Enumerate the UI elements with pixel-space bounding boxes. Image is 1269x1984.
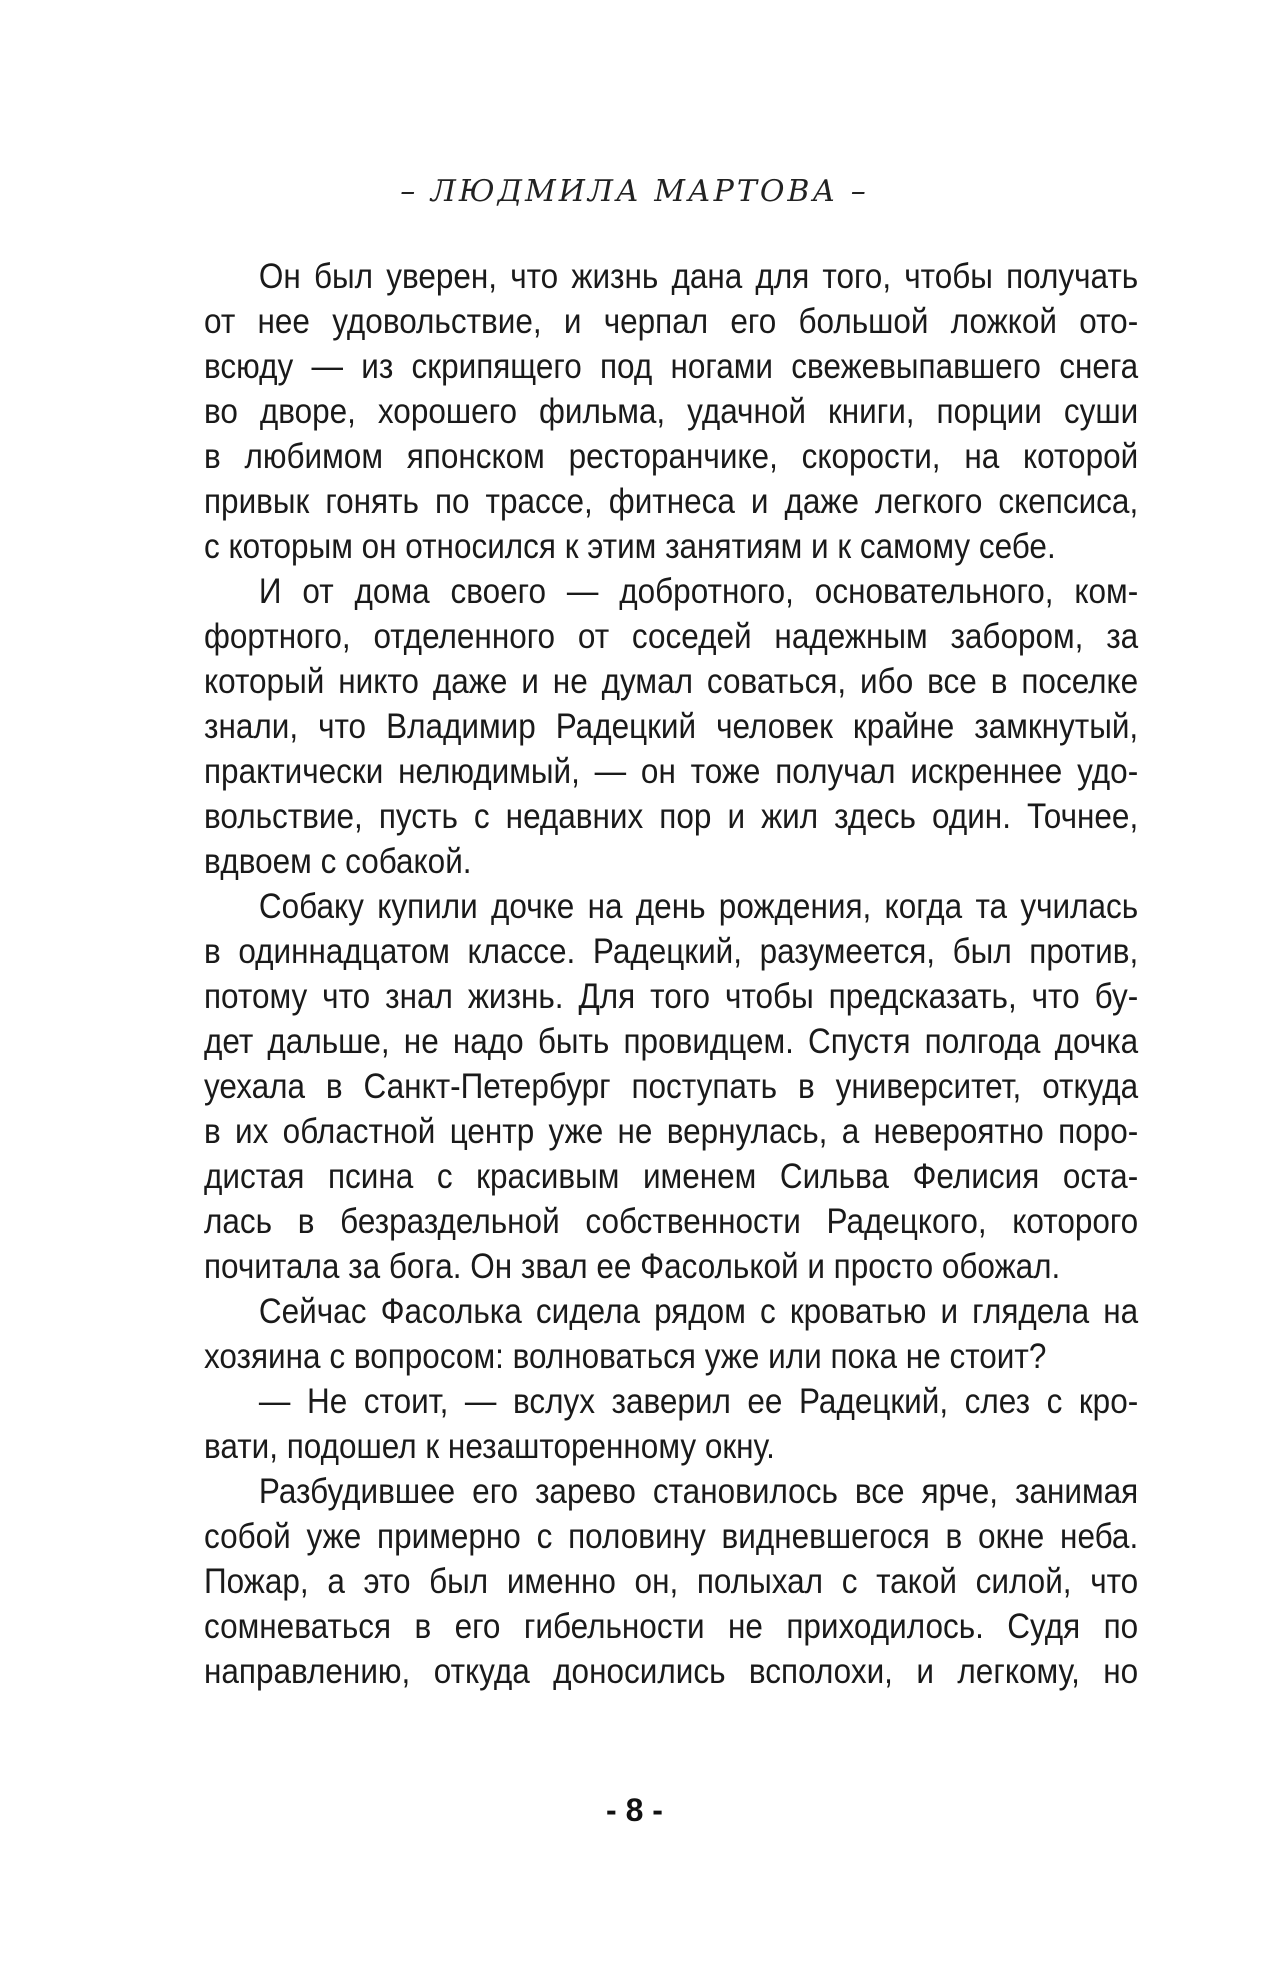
text-line: потому что знал жизнь. Для того чтобы предсказать, что бу-	[204, 977, 1139, 1016]
paragraph-4	[204, 1289, 1139, 1379]
running-head: – ЛЮДМИЛА МАРТОВА –	[400, 174, 869, 209]
paragraph-1	[204, 254, 1139, 569]
text-line: который никто даже и не думал соваться, ибо все в поселке	[204, 662, 1139, 701]
text-line: вольствие, пусть с недавних пор и жил здесь один. Точнее,	[204, 797, 1139, 836]
text-line: уехала в Санкт-Петербург поступать в университет, откуда	[204, 1067, 1139, 1106]
text-line: знали, что Владимир Радецкий человек крайне замкнутый,	[204, 707, 1139, 746]
text-line: собой уже примерно с половину видневшегося в окне неба.	[204, 1517, 1139, 1556]
text-line: сомневаться в его гибельности не приходилось. Судя по	[204, 1607, 1139, 1646]
text-line: Сейчас Фасолька сидела рядом с кроватью и глядела на	[258, 1292, 1139, 1331]
text-line: почитала за бога. Он звал ее Фасолькой и просто обожал.	[204, 1247, 1061, 1286]
text-line: в любимом японском ресторанчике, скорости, на которой	[204, 437, 1139, 476]
text-line: Он был уверен, что жизнь дана для того, чтобы получать	[258, 257, 1139, 296]
paragraph-6	[204, 1469, 1139, 1694]
text-line: фортного, отделенного от соседей надежным забором, за	[204, 617, 1139, 656]
text-line: во дворе, хорошего фильма, удачной книги, порции суши	[204, 392, 1139, 431]
page-number: - 8 -	[606, 1792, 663, 1828]
text-line: направлению, откуда доносились всполохи, и легкому, но	[204, 1652, 1139, 1691]
text-line: привык гонять по трассе, фитнеса и даже легкого скепсиса,	[204, 482, 1139, 521]
text-line: вати, подошел к незашторенному окну.	[204, 1427, 775, 1466]
text-line: от нее удовольствие, и черпал его большой ложкой ото-	[204, 302, 1139, 341]
text-line: в одиннадцатом классе. Радецкий, разумеется, был против,	[204, 932, 1139, 971]
text-line: дистая псина с красивым именем Сильва Фелисия оста-	[204, 1157, 1139, 1196]
text-line: Собаку купили дочке на день рождения, когда та училась	[258, 887, 1139, 926]
text-line: лась в безраздельной собственности Радецкого, которого	[204, 1202, 1139, 1241]
text-line: практически нелюдимый, — он тоже получал искреннее удо-	[204, 752, 1139, 791]
text-line: дет дальше, не надо быть провидцем. Спустя полгода дочка	[204, 1022, 1139, 1061]
text-line: в их областной центр уже не вернулась, а невероятно поро-	[204, 1112, 1139, 1151]
text-line: Пожар, а это был именно он, полыхал с такой силой, что	[204, 1562, 1139, 1601]
paragraph-3	[204, 884, 1139, 1289]
paragraph-5	[204, 1379, 1139, 1469]
text-line: хозяина с вопросом: волноваться уже или пока не стоит?	[204, 1337, 1047, 1376]
text-line: Разбудившее его зарево становилось все ярче, занимая	[258, 1472, 1139, 1511]
text-line: вдвоем с собакой.	[204, 842, 472, 881]
body-text	[204, 254, 1139, 1694]
text-line: с которым он относился к этим занятиям и к самому себе.	[204, 527, 1056, 566]
text-line: — Не стоит, — вслух заверил ее Радецкий, слез с кро-	[258, 1382, 1139, 1421]
text-line: всюду — из скрипящего под ногами свежевыпавшего снега	[204, 347, 1139, 386]
text-line: И от дома своего — добротного, основательного, ком-	[258, 572, 1139, 611]
paragraph-2	[204, 569, 1139, 884]
